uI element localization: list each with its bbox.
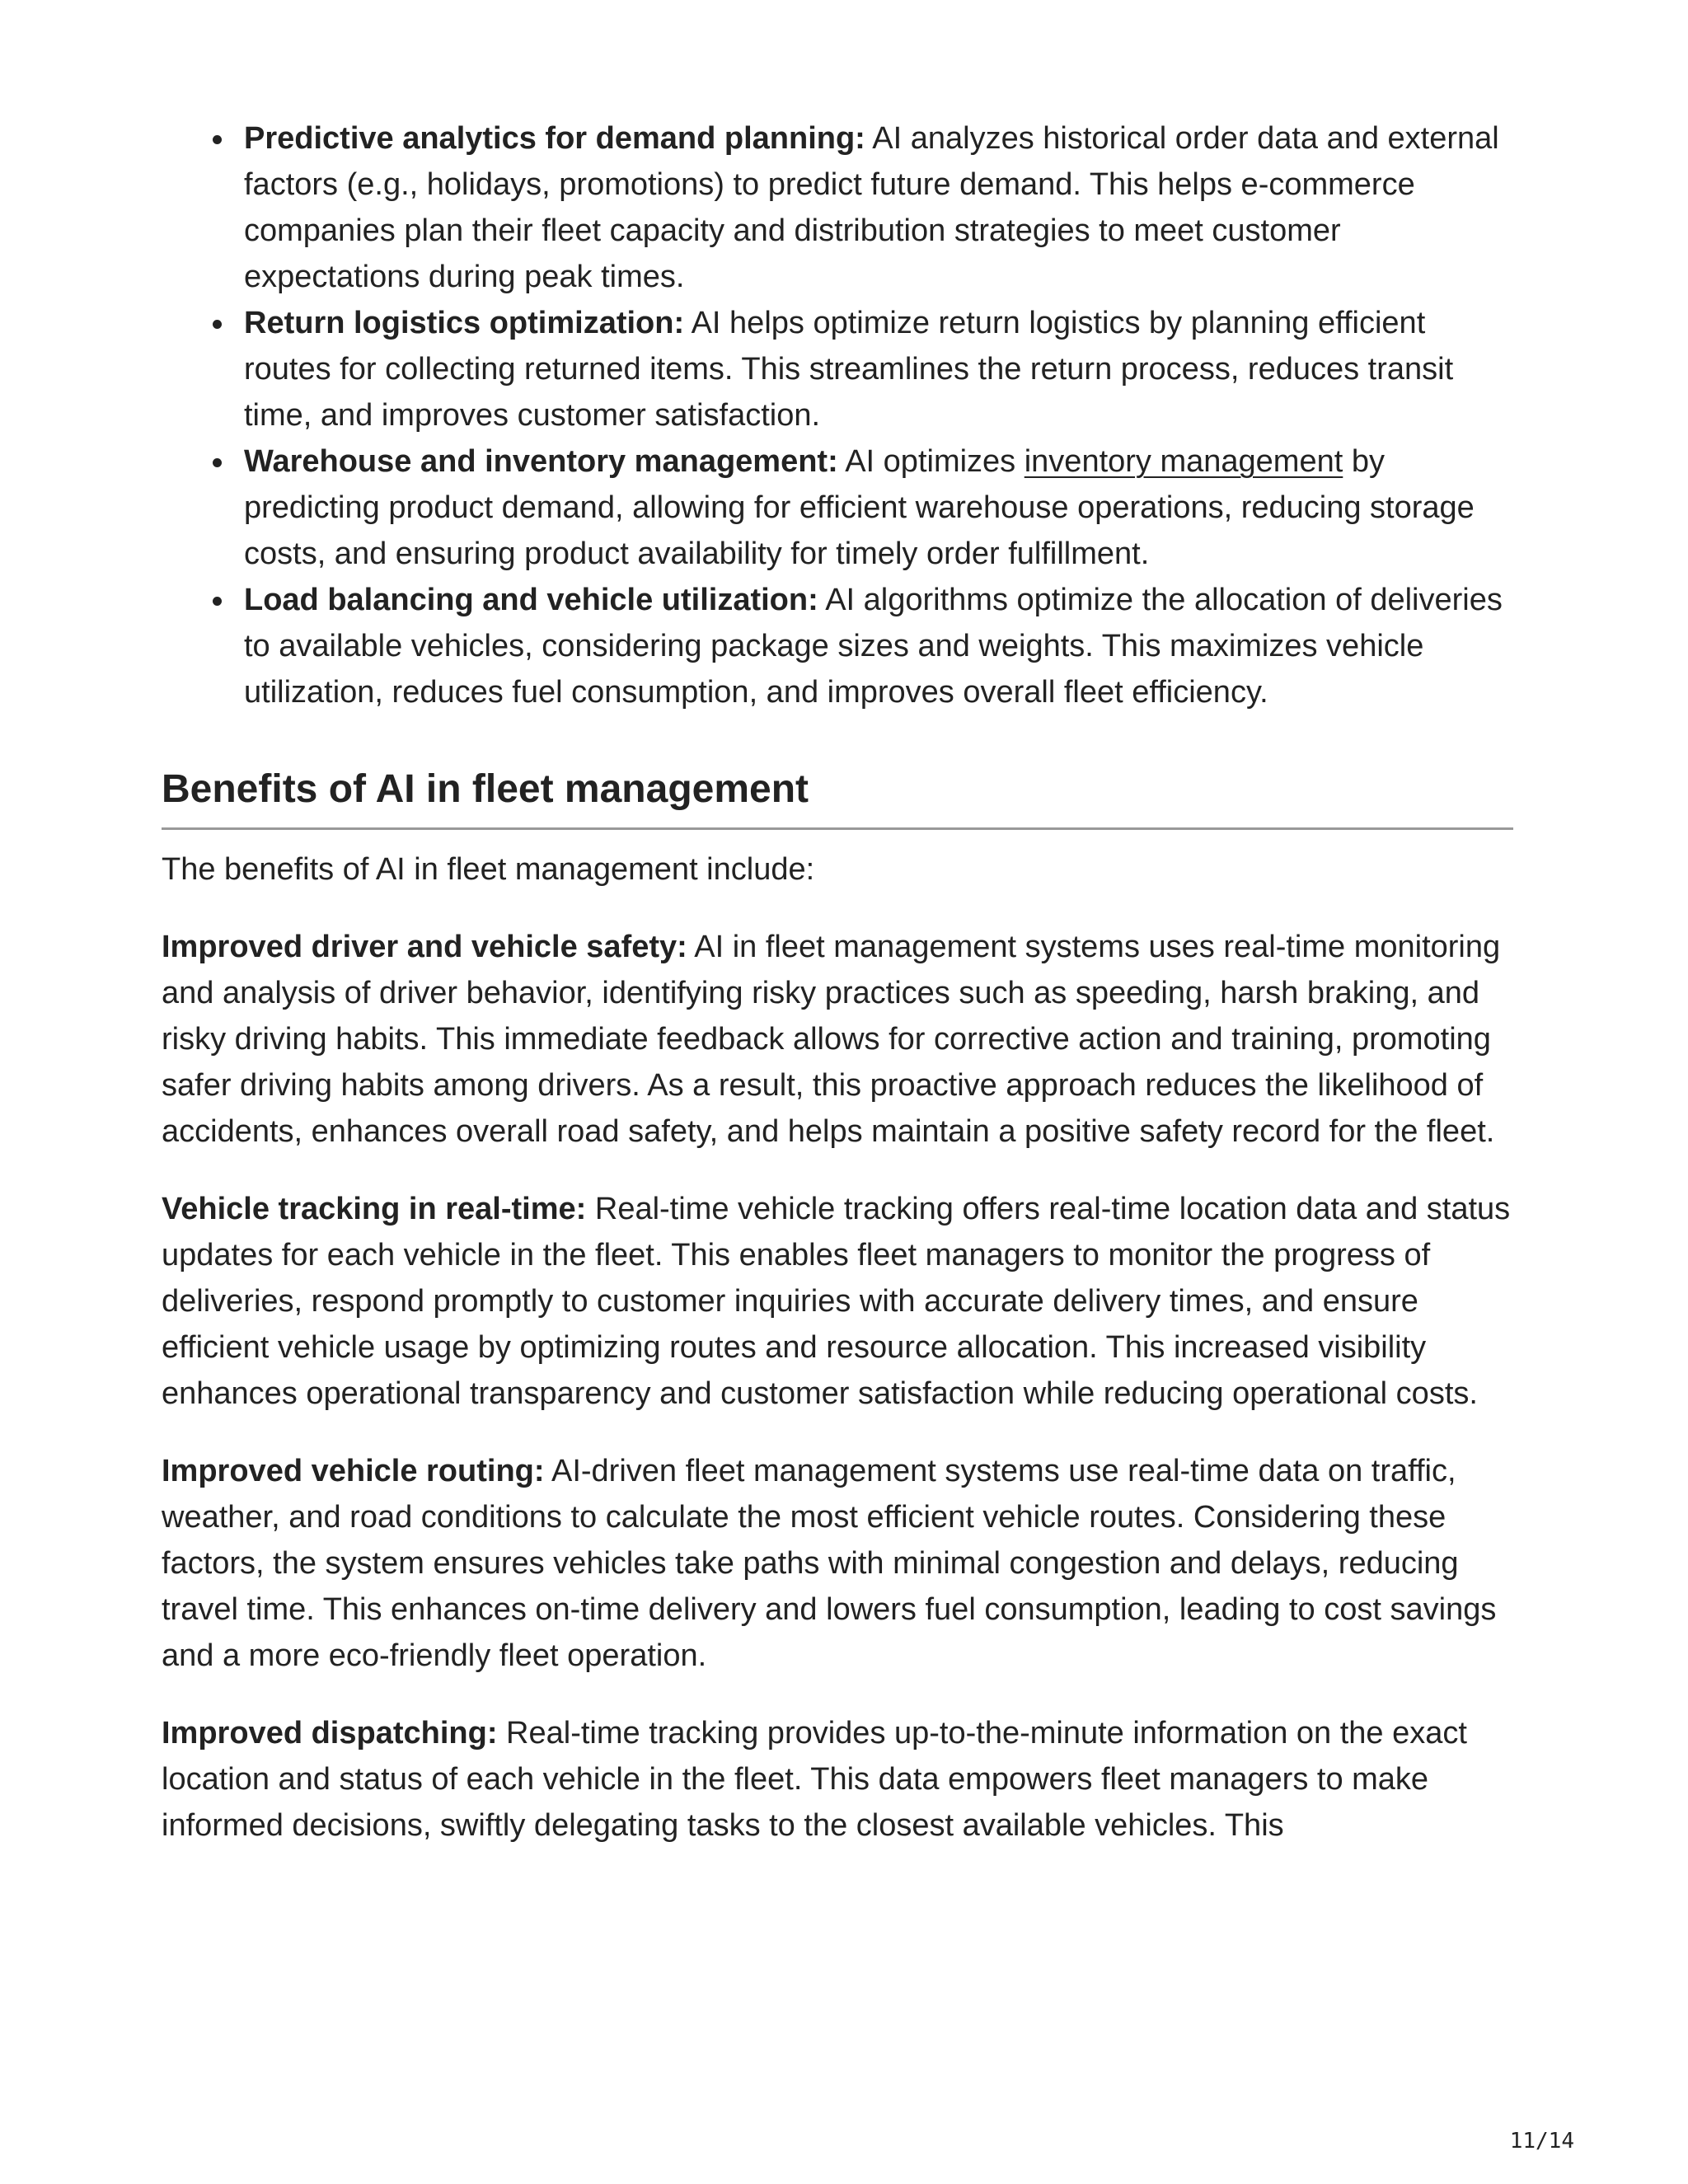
benefit-text: AI in fleet management systems uses real-time monitoring and analysis of driver behavior, identifying risky practices such as speeding, harsh braking, and risky driving habits. This immediate feedback allows for corrective action and training, promoting safer driving habits among drivers. As a result, this proactive approach reduces the likelihood of accidents, enhances overall road safety, and helps maintain a positive safety record for the fleet. <box>162 930 1501 1149</box>
list-item-text: AI algorithms optimize the allocation of deliveries to available vehicles, considering package sizes and weights. This maximizes vehicle utilization, reduces fuel consumption, and improves overall fleet efficiency. <box>244 583 1503 710</box>
list-item-title: Load balancing and vehicle utilization: <box>244 583 818 617</box>
feature-list <box>162 115 1513 715</box>
list-item <box>244 577 1513 715</box>
list-item <box>244 438 1513 577</box>
inventory-management-link[interactable]: inventory management <box>1024 444 1343 479</box>
benefit-title: Improved vehicle routing: <box>162 1454 545 1488</box>
benefit-text: Real-time vehicle tracking offers real-time location data and status updates for each vehicle in the fleet. This enables fleet managers to monitor the progress of deliveries, respond promptly to customer inquiries with accurate delivery times, and ensure efficient vehicle usage by optimizing routes and resource allocation. This increased visibility enhances operational transparency and customer satisfaction while reducing operational costs. <box>162 1192 1511 1411</box>
list-item-text: AI analyzes historical order data and external factors (e.g., holidays, promotions) to predict future demand. This helps e-commerce companies plan their fleet capacity and distribution strategies to meet customer expectations during peak times. <box>244 121 1499 294</box>
section-heading: Benefits of AI in fleet management <box>162 763 1513 830</box>
list-item <box>244 300 1513 438</box>
benefit-text: AI-driven fleet management systems use real-time data on traffic, weather, and road conditions to calculate the most efficient vehicle routes. Considering these factors, the system ensures vehicles take paths with minimal congestion and delays, reducing travel time. This enhances on-time delivery and lowers fuel consumption, leading to cost savings and a more eco-friendly fleet operation. <box>162 1454 1497 1673</box>
list-item-title: Warehouse and inventory management: <box>244 444 838 479</box>
list-item-text: AI helps optimize return logistics by planning efficient routes for collecting returned items. This streamlines the return process, reduces transit time, and improves customer satisfaction. <box>244 306 1454 433</box>
benefit-title: Improved dispatching: <box>162 1716 498 1750</box>
list-item <box>244 115 1513 300</box>
benefit-paragraph <box>162 1186 1513 1417</box>
benefit-text: Real-time tracking provides up-to-the-minute information on the exact location and status of each vehicle in the fleet. This data empowers fleet managers to make informed decisions, swiftly delegating tasks to the closest available vehicles. This <box>162 1716 1467 1843</box>
benefit-paragraph <box>162 1710 1513 1849</box>
list-item-title: Return logistics optimization: <box>244 306 685 340</box>
list-item-title: Predictive analytics for demand planning: <box>244 121 865 156</box>
benefit-title: Improved driver and vehicle safety: <box>162 930 687 964</box>
benefit-title: Vehicle tracking in real-time: <box>162 1192 587 1226</box>
list-item-text: by predicting product demand, allowing for efficient warehouse operations, reducing storage costs, and ensuring product availability for timely order fulfillment. <box>244 444 1475 571</box>
benefit-paragraph <box>162 1448 1513 1679</box>
list-item-text: AI optimizes <box>837 444 1025 479</box>
section-intro: The benefits of AI in fleet management include: <box>162 852 815 887</box>
page-number: 11/14 <box>1509 2129 1574 2154</box>
benefit-paragraph <box>162 924 1513 1155</box>
page-content <box>162 115 1513 1849</box>
